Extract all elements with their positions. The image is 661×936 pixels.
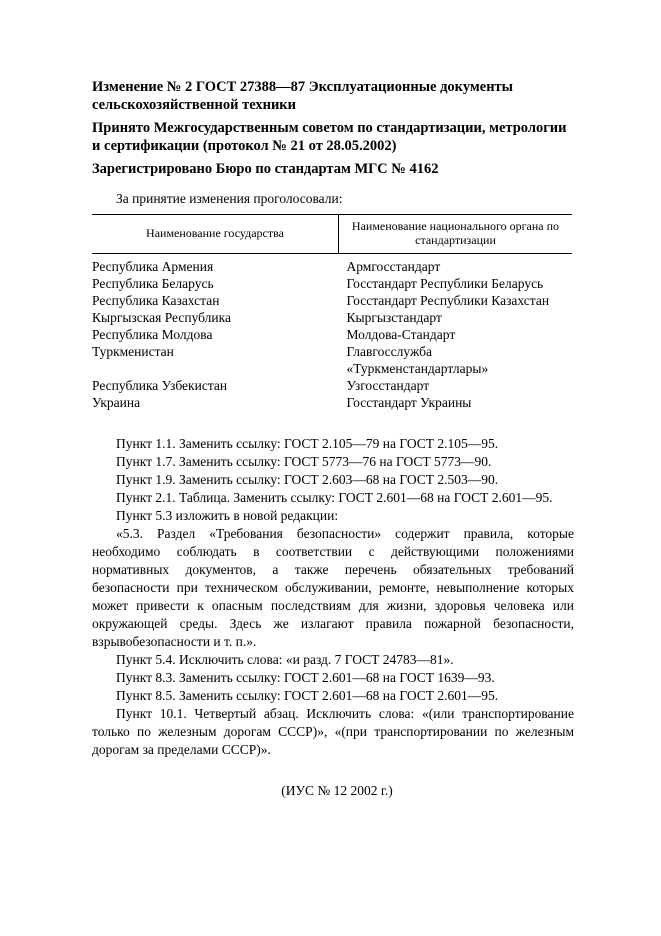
- body-cell: Госстандарт Республики Казахстан: [346, 293, 550, 308]
- table-row: [92, 326, 572, 343]
- state-cell: Туркменистан: [92, 344, 174, 359]
- amendment-body: [92, 435, 574, 759]
- document-header: [92, 78, 574, 178]
- body-cell: Кыргызстандарт: [346, 310, 442, 325]
- state-cell: Республика Беларусь: [92, 276, 214, 291]
- amendment-item: Пункт 1.7. Заменить ссылку: ГОСТ 5773—76 на ГОСТ 5773—90.: [116, 454, 492, 469]
- amendment-item: Пункт 10.1. Четвертый абзац. Исключить слова: «(или транспортирование только по железным дорогам СССР)», «(при транспортировании по железным дорогам за пределами СССР)».: [92, 706, 574, 757]
- body-cell: Главгосслужба «Туркменстандартлары»: [346, 344, 489, 376]
- table-row: [92, 254, 572, 276]
- table-row: [92, 309, 572, 326]
- column-header-body: Наименование национального органа по стандартизации: [339, 215, 573, 254]
- column-header-state: Наименование государства: [92, 215, 339, 254]
- registration-note: Зарегистрировано Бюро по стандартам МГС № 4162: [92, 161, 439, 177]
- body-cell: Госстандарт Украины: [346, 395, 472, 410]
- amendment-item: Пункт 2.1. Таблица. Заменить ссылку: ГОСТ 2.601—68 на ГОСТ 2.601—95.: [116, 490, 553, 505]
- amendment-item: Пункт 8.3. Заменить ссылку: ГОСТ 2.601—68 на ГОСТ 1639—93.: [116, 670, 495, 685]
- table-row: [92, 275, 572, 292]
- document-content: [92, 78, 574, 813]
- state-cell: Республика Казахстан: [92, 293, 220, 308]
- state-cell: Республика Армения: [92, 259, 214, 274]
- table-row: [92, 292, 572, 309]
- body-cell: Госстандарт Республики Беларусь: [346, 276, 544, 291]
- body-cell: Армгосстандарт: [346, 259, 441, 274]
- vote-table: [92, 214, 572, 411]
- adoption-note: Принято Межгосударственным советом по стандартизации, метрологии и сертификации (протокол № 21 от 28.05.2002): [92, 120, 567, 154]
- body-cell: Молдова-Стандарт: [346, 327, 456, 342]
- amendment-quote: «5.3. Раздел «Требования безопасности» содержит правила, которые необходимо соблюдать в соответствии с действующими положениями нормативных документов, а также перечень обязательных требований безопасности при техническом обслуживании, ремонте, невыполнение которых может привести к опасным последствиям для жизни, здоровья человека или окружающей среды. Здесь же излагают правила пожарной безопасности, взрывобезопасности и т. п.».: [92, 526, 574, 649]
- amendment-item: Пункт 5.4. Исключить слова: «и разд. 7 ГОСТ 24783—81».: [116, 652, 454, 667]
- state-cell: Республика Узбекистан: [92, 378, 228, 393]
- amendment-item: Пункт 8.5. Заменить ссылку: ГОСТ 2.601—68 на ГОСТ 2.601—95.: [116, 688, 499, 703]
- body-cell: Узгосстандарт: [346, 378, 430, 393]
- state-cell: Украина: [92, 395, 141, 410]
- table-row: [92, 343, 572, 377]
- amendment-item: Пункт 1.1. Заменить ссылку: ГОСТ 2.105—79 на ГОСТ 2.105—95.: [116, 436, 499, 451]
- table-row: [92, 394, 572, 411]
- state-cell: Кыргызская Республика: [92, 310, 231, 325]
- vote-intro: За принятие изменения проголосовали:: [116, 191, 343, 206]
- vote-table-header: [92, 215, 572, 254]
- amendment-title: Изменение № 2 ГОСТ 27388—87 Эксплуатационные документы сельскохозяйственной техники: [92, 79, 513, 113]
- table-row: [92, 377, 572, 394]
- state-cell: Республика Молдова: [92, 327, 213, 342]
- amendment-item: Пункт 1.9. Заменить ссылку: ГОСТ 2.603—68 на ГОСТ 2.503—90.: [116, 472, 499, 487]
- source-reference: (ИУС № 12 2002 г.): [281, 783, 393, 798]
- amendment-item: Пункт 5.3 изложить в новой редакции:: [116, 508, 339, 523]
